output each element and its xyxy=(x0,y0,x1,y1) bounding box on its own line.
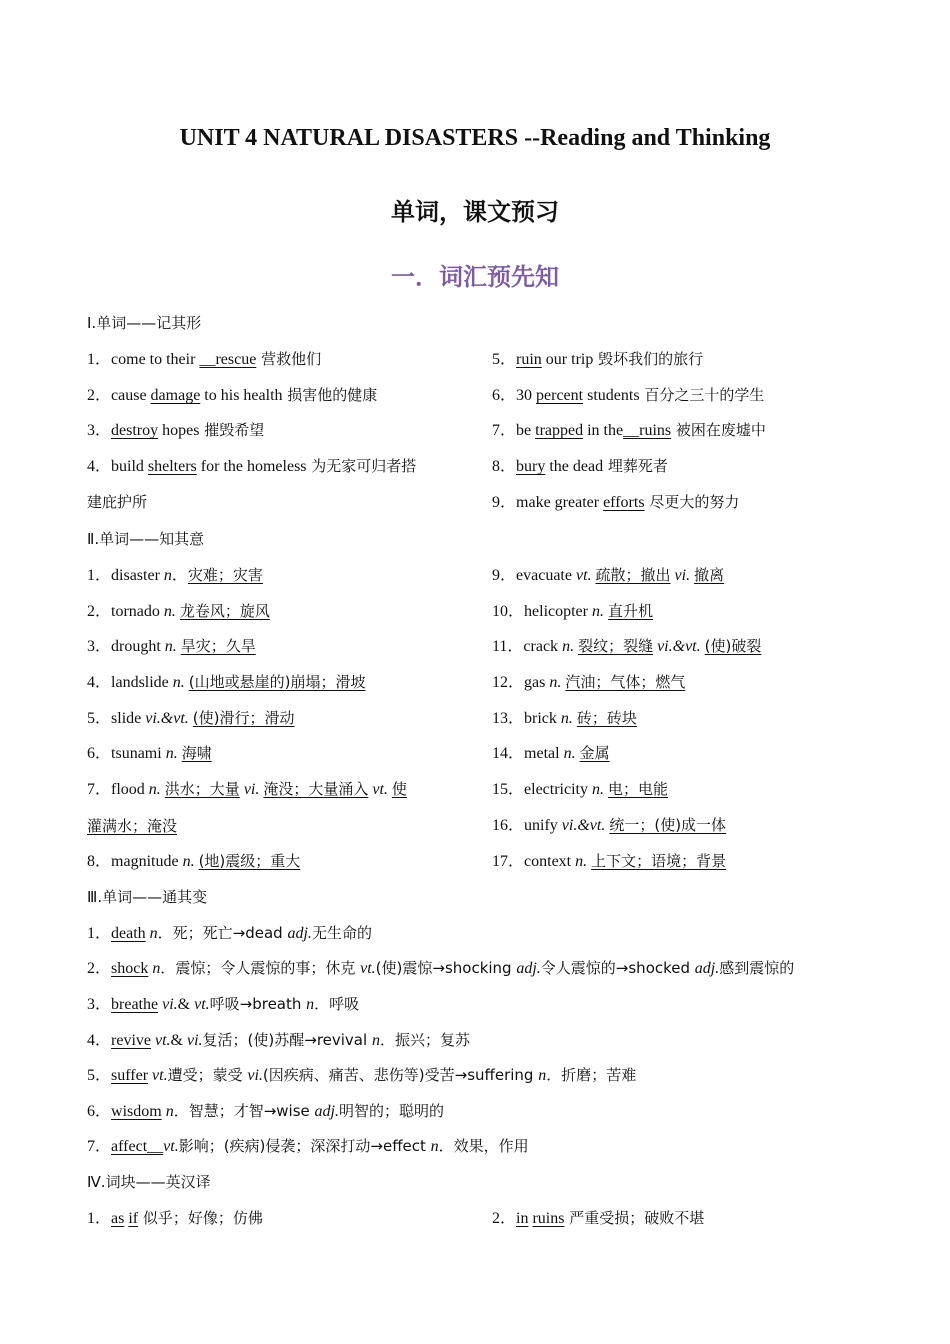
vocab-item xyxy=(492,456,668,477)
part1-heading xyxy=(87,313,201,334)
item-number: 1． xyxy=(87,1210,112,1227)
separator: ． xyxy=(171,567,188,584)
answer-blank: percent xyxy=(536,387,584,404)
chinese-meaning: 埋葬死者 xyxy=(603,457,668,475)
word-form-item xyxy=(87,1136,529,1157)
part-of-speech: vi. xyxy=(162,996,178,1013)
part-of-speech: adj. xyxy=(694,960,720,977)
chinese-meaning: 似乎；好像；仿佛 xyxy=(138,1209,263,1227)
vocab-word: metal xyxy=(524,745,564,762)
vocab-word: flood xyxy=(111,781,149,798)
answer-blank: 裂纹；裂缝 xyxy=(578,637,654,655)
part-of-speech: vt. xyxy=(152,1067,168,1084)
answer-blank: 上下文；语境；背景 xyxy=(591,852,727,870)
item-number: 10． xyxy=(492,603,525,620)
vocab-item xyxy=(87,601,270,622)
vocab-item xyxy=(87,420,264,441)
item-number: 17． xyxy=(492,853,525,870)
item-number: 2． xyxy=(87,960,112,977)
vocab-item xyxy=(87,385,377,406)
vocab-item xyxy=(492,492,739,513)
phrase-item xyxy=(492,1208,704,1229)
vocab-word: magnitude xyxy=(111,853,183,870)
chinese-meaning: 损害他的健康 xyxy=(282,386,378,404)
chinese-meaning: 营救他们 xyxy=(256,350,322,368)
part-of-speech: n. xyxy=(575,853,588,870)
chinese-meaning: 百分之三十的学生 xyxy=(639,386,765,404)
item-number: 9． xyxy=(492,494,517,511)
item-text: ．效果，作用 xyxy=(438,1137,529,1155)
vocab-item xyxy=(87,779,407,800)
item-number: 14． xyxy=(492,745,525,762)
item-text: (因疾病、痛苦、悲伤等)受苦→suffering xyxy=(262,1066,539,1084)
answer-blank: (使)破裂 xyxy=(704,637,762,655)
vocab-word: electricity xyxy=(524,781,592,798)
chinese-meaning: 尽更大的努力 xyxy=(644,493,740,511)
part-of-speech: n. xyxy=(591,781,604,798)
item-text: 呼吸→breath xyxy=(209,995,307,1013)
item-number: 3． xyxy=(87,996,112,1013)
vocab-word: tornado xyxy=(111,603,164,620)
part-of-speech: vt. xyxy=(194,996,210,1013)
answer-blank: shelters xyxy=(147,458,197,475)
vocab-word: evacuate xyxy=(516,567,576,584)
answer-blank: 电；电能 xyxy=(607,780,668,798)
vocab-word: gas xyxy=(524,674,550,691)
word-form-item xyxy=(87,1065,636,1086)
item-text: 30 xyxy=(516,387,537,404)
part-of-speech: n xyxy=(371,1032,380,1049)
item-number: 2． xyxy=(87,603,112,620)
part-of-speech: n. xyxy=(148,781,161,798)
section-heading: 一．词汇预先知 xyxy=(391,263,559,291)
item-number: 7． xyxy=(492,422,517,439)
item-number: 15． xyxy=(492,781,525,798)
answer-blank: 洪水；大量 xyxy=(164,780,240,798)
word-form-item xyxy=(87,1101,444,1122)
part-of-speech: vi. xyxy=(670,567,695,584)
vocab-item xyxy=(492,743,610,764)
answer-blank: death xyxy=(111,925,146,942)
answer-blank: damage xyxy=(150,387,201,404)
answer-blank: bury xyxy=(516,458,546,475)
part-of-speech: n. xyxy=(164,638,177,655)
part-of-speech: vt. xyxy=(368,781,392,798)
vocab-item xyxy=(87,565,263,586)
chinese-meaning: 毁坏我们的旅行 xyxy=(593,350,704,368)
vocab-item xyxy=(492,565,724,586)
part-of-speech: adj. xyxy=(287,925,312,942)
item-text: 明智的；聪明的 xyxy=(338,1102,444,1120)
answer-blank: revive xyxy=(111,1032,151,1049)
part-of-speech: n xyxy=(152,960,161,977)
item-text: our trip xyxy=(541,351,594,368)
item-number: 12． xyxy=(492,674,525,691)
vocab-item xyxy=(87,636,256,657)
chinese-meaning: 严重受损；破败不堪 xyxy=(564,1209,705,1227)
item-text: cause xyxy=(111,387,151,404)
part-of-speech: n. xyxy=(562,638,575,655)
vocab-item xyxy=(492,815,726,836)
item-number: 8． xyxy=(492,458,517,475)
part-of-speech: vt. xyxy=(155,1032,171,1049)
vocab-item xyxy=(492,385,764,406)
item-text: for the homeless xyxy=(196,458,307,475)
item-number: 1． xyxy=(87,925,112,942)
item-text: be xyxy=(516,422,536,439)
vocab-item xyxy=(87,708,295,729)
item-number: 9． xyxy=(492,567,517,584)
part2-heading xyxy=(87,529,204,550)
item-number: 7． xyxy=(87,781,112,798)
vocab-item-continuation xyxy=(87,816,177,837)
answer-blank: trapped xyxy=(535,422,584,439)
word-form-item xyxy=(87,1030,470,1051)
answer-blank: (山地或悬崖的)崩塌；滑坡 xyxy=(188,673,366,691)
item-number: 1． xyxy=(87,567,112,584)
vocab-word: drought xyxy=(111,638,165,655)
vocab-word: context xyxy=(524,853,576,870)
answer-blank: 灾难；灾害 xyxy=(187,566,263,584)
section-label: Ⅱ.单词——知其意 xyxy=(87,530,205,548)
item-text: ．智慧；才智→wise xyxy=(173,1102,315,1120)
part-of-speech: n xyxy=(165,1103,174,1120)
answer-blank: 疏散；撤出 xyxy=(595,566,671,584)
answer-blank: 金属 xyxy=(579,744,610,762)
item-text: & xyxy=(170,1032,187,1049)
answer-blank: affect__ xyxy=(111,1138,164,1155)
vocab-item xyxy=(87,456,416,477)
item-number: 1． xyxy=(87,351,112,368)
vocab-item xyxy=(492,851,726,872)
vocab-item xyxy=(492,708,637,729)
item-text: 影响；(疾病)侵袭；深深打动→effect xyxy=(178,1137,431,1155)
vocab-item xyxy=(87,743,212,764)
part-of-speech: vi.&vt. xyxy=(561,817,606,834)
item-text: in the xyxy=(583,422,624,439)
vocab-item-continuation xyxy=(87,492,147,513)
item-text: 感到震惊的 xyxy=(719,959,795,977)
answer-blank: ruins xyxy=(532,1210,565,1227)
item-text: (使)震惊→shocking xyxy=(375,959,517,977)
item-number: 4． xyxy=(87,458,112,475)
item-number: 7． xyxy=(87,1138,112,1155)
part-of-speech: n. xyxy=(591,603,604,620)
item-text: ．振兴；复苏 xyxy=(379,1031,470,1049)
item-text: to his health xyxy=(200,387,283,404)
answer-blank: breathe xyxy=(111,996,159,1013)
part-of-speech: n. xyxy=(563,745,576,762)
answer-blank: efforts xyxy=(603,494,645,511)
item-text: 复活；(使)苏醒→revival xyxy=(202,1031,372,1049)
vocab-item xyxy=(87,672,366,693)
part-of-speech: n xyxy=(306,996,315,1013)
part-of-speech: n xyxy=(149,925,158,942)
vocab-word: helicopter xyxy=(524,603,592,620)
part-of-speech: n. xyxy=(560,710,573,727)
part3-heading xyxy=(87,887,207,908)
item-text: ．死；死亡→dead xyxy=(157,924,288,942)
answer-blank: 海啸 xyxy=(181,744,212,762)
item-text: make greater xyxy=(516,494,604,511)
word-form-item xyxy=(87,923,372,944)
item-number: 3． xyxy=(87,422,112,439)
vocab-item xyxy=(492,601,653,622)
item-number: 6． xyxy=(87,745,112,762)
answer-blank: 淹没；大量涌入 xyxy=(263,780,369,798)
vocab-item xyxy=(87,851,300,872)
item-text: 无生命的 xyxy=(311,924,372,942)
item-text: ．呼吸 xyxy=(314,995,360,1013)
part-of-speech: adj. xyxy=(314,1103,339,1120)
item-text: the dead xyxy=(545,458,604,475)
part-of-speech: n. xyxy=(549,674,562,691)
item-number: 6． xyxy=(87,1103,112,1120)
item-text: 令人震惊的→shocked xyxy=(540,959,695,977)
answer-blank: (使)滑行；滑动 xyxy=(192,709,295,727)
answer-blank: __ruins xyxy=(623,422,672,439)
part-of-speech: vi.&vt. xyxy=(653,638,705,655)
item-text: ．震惊；令人震惊的事；休克 xyxy=(160,959,361,977)
part-of-speech: n. xyxy=(172,674,185,691)
item-text: build xyxy=(111,458,148,475)
page-title: UNIT 4 NATURAL DISASTERS --Reading and Thinking xyxy=(179,125,771,151)
vocab-word: brick xyxy=(524,710,561,727)
part-of-speech: n xyxy=(430,1138,439,1155)
vocab-word: crack xyxy=(523,638,563,655)
part-of-speech: n. xyxy=(165,745,178,762)
part-of-speech: vt. xyxy=(360,960,376,977)
item-text: come to their xyxy=(111,351,200,368)
item-number: 5． xyxy=(492,351,517,368)
chinese-meaning: 为无家可归者搭 xyxy=(306,457,417,475)
item-number: 4． xyxy=(87,1032,112,1049)
item-number: 16． xyxy=(492,817,525,834)
item-number: 3． xyxy=(87,638,112,655)
section-label: Ⅰ.单词——记其形 xyxy=(87,314,202,332)
answer-blank: 使 xyxy=(391,780,407,798)
part-of-speech: n. xyxy=(163,603,176,620)
item-text: & xyxy=(177,996,195,1013)
part4-heading xyxy=(87,1172,211,1193)
answer-blank: 灌满水；淹没 xyxy=(87,817,178,835)
answer-blank: 龙卷风；旋风 xyxy=(179,602,270,620)
part-of-speech: vt. xyxy=(575,567,592,584)
answer-blank: suffer xyxy=(111,1067,149,1084)
answer-blank: 直升机 xyxy=(607,602,653,620)
item-text: ．折磨；苦难 xyxy=(546,1066,637,1084)
answer-blank: (地)震级；重大 xyxy=(198,852,301,870)
section-label: Ⅲ.单词——通其变 xyxy=(87,888,208,906)
answer-blank: 汽油；气体；燃气 xyxy=(565,673,686,691)
item-number: 8． xyxy=(87,853,112,870)
part-of-speech: n. xyxy=(182,853,195,870)
chinese-meaning: 建庇护所 xyxy=(87,493,148,511)
item-text: students xyxy=(583,387,640,404)
item-number: 6． xyxy=(492,387,517,404)
part-of-speech: vi.&vt. xyxy=(145,710,189,727)
part-of-speech: adj. xyxy=(516,960,541,977)
answer-blank: if xyxy=(128,1210,139,1227)
page-subtitle: 单词，课文预习 xyxy=(391,198,559,226)
part-of-speech: vi. xyxy=(187,1032,203,1049)
vocab-item xyxy=(492,636,761,657)
answer-blank: wisdom xyxy=(111,1103,162,1120)
vocab-item xyxy=(492,349,703,370)
part-of-speech: n xyxy=(163,567,172,584)
part-of-speech: vi. xyxy=(247,1067,263,1084)
part-of-speech: n xyxy=(538,1067,547,1084)
vocab-word: landslide xyxy=(111,674,173,691)
phrase-item xyxy=(87,1208,263,1229)
item-number: 13． xyxy=(492,710,525,727)
answer-blank: as xyxy=(111,1210,125,1227)
answer-blank: 统一；(使)成一体 xyxy=(609,816,727,834)
vocab-item xyxy=(492,779,668,800)
vocab-word: disaster xyxy=(111,567,164,584)
answer-blank: shock xyxy=(111,960,149,977)
chinese-meaning: 被困在废墟中 xyxy=(671,421,766,439)
answer-blank: 旱灾；久旱 xyxy=(180,637,256,655)
chinese-meaning: 摧毁希望 xyxy=(199,421,265,439)
item-number: 11． xyxy=(492,638,524,655)
vocab-word: slide xyxy=(111,710,146,727)
vocab-item xyxy=(87,349,321,370)
item-number: 5． xyxy=(87,710,112,727)
part-of-speech: vi. xyxy=(239,781,264,798)
item-number: 5． xyxy=(87,1067,112,1084)
vocab-item xyxy=(492,420,766,441)
vocab-item xyxy=(492,672,685,693)
answer-blank: ruin xyxy=(516,351,542,368)
item-text: hopes xyxy=(158,422,200,439)
item-number: 4． xyxy=(87,674,112,691)
section-label: Ⅳ.词块——英汉译 xyxy=(87,1173,211,1191)
word-form-item xyxy=(87,958,794,979)
vocab-word: unify xyxy=(524,817,562,834)
word-form-item xyxy=(87,994,359,1015)
answer-blank: 撤离 xyxy=(694,566,725,584)
answer-blank: 砖；砖块 xyxy=(576,709,637,727)
answer-blank: __rescue xyxy=(199,351,257,368)
item-number: 2． xyxy=(87,387,112,404)
part-of-speech: vt. xyxy=(163,1138,179,1155)
answer-blank: in xyxy=(516,1210,529,1227)
vocab-word: tsunami xyxy=(111,745,166,762)
answer-blank: destroy xyxy=(111,422,159,439)
item-number: 2． xyxy=(492,1210,517,1227)
item-text: 遭受；蒙受 xyxy=(167,1066,248,1084)
